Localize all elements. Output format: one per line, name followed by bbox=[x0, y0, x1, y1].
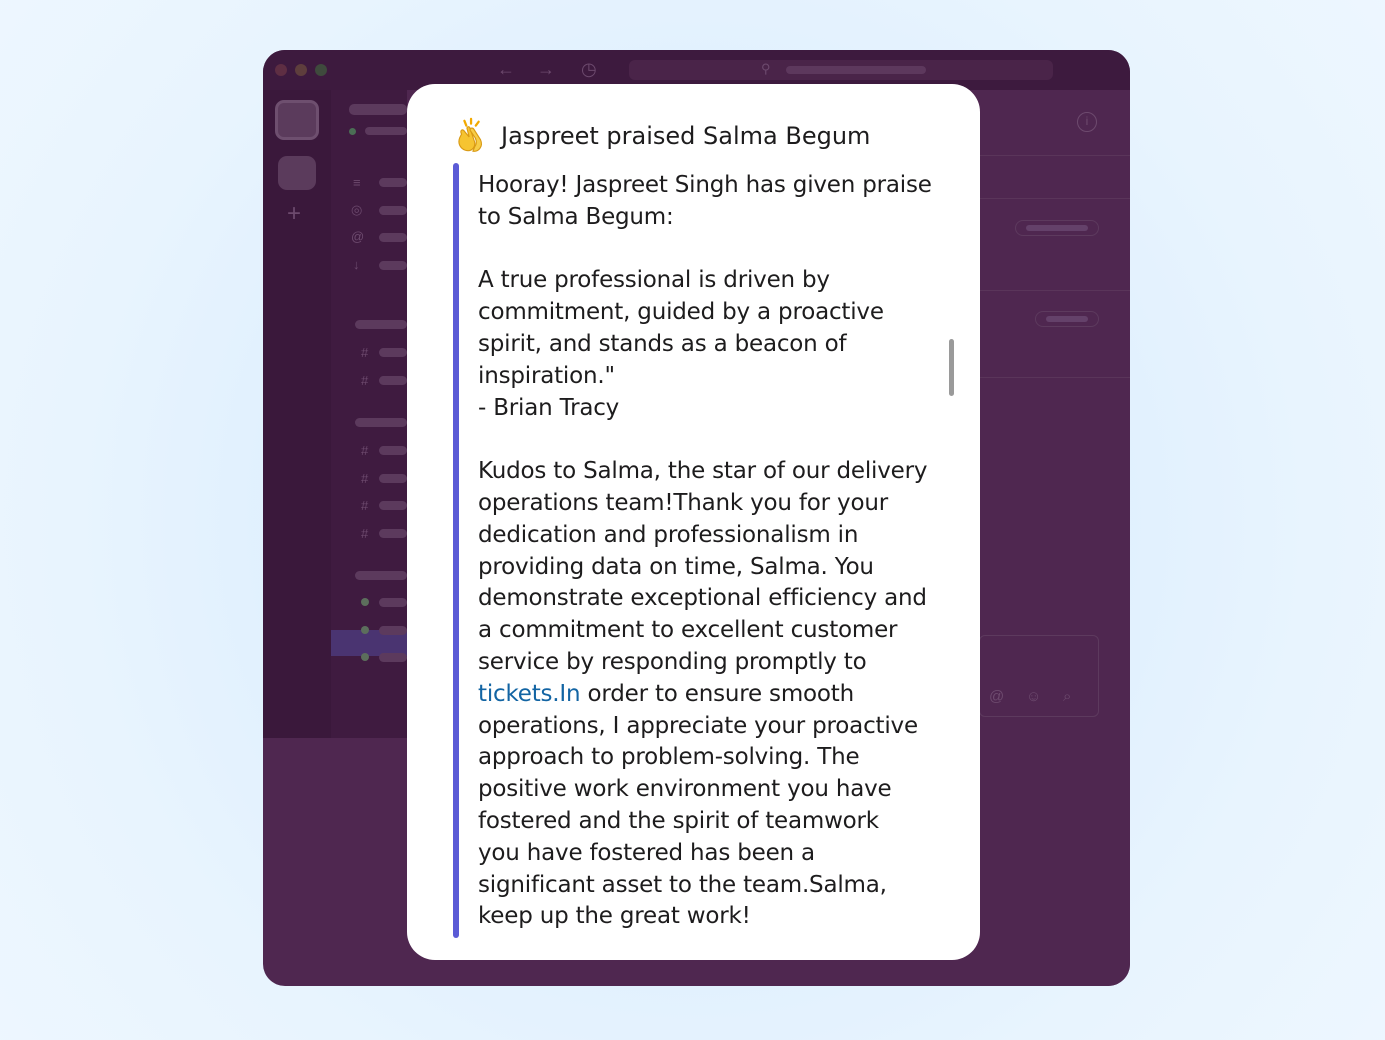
back-arrow-icon[interactable]: ← bbox=[497, 59, 515, 79]
sidebar bbox=[263, 90, 407, 738]
card-header bbox=[453, 116, 870, 156]
search-bar[interactable] bbox=[629, 60, 1053, 80]
add-workspace-icon[interactable]: + bbox=[287, 200, 302, 227]
sidebar-channel[interactable] bbox=[379, 501, 407, 510]
workspace-button-active[interactable] bbox=[275, 100, 319, 140]
quote-author: - Brian Tracy bbox=[478, 394, 620, 421]
channel-hash-icon: # bbox=[361, 498, 369, 513]
sidebar-channel[interactable] bbox=[379, 474, 407, 483]
emoji-icon[interactable]: ☺ bbox=[1026, 688, 1042, 705]
section-header[interactable] bbox=[355, 571, 407, 580]
dms-icon: ◎ bbox=[351, 202, 363, 217]
sidebar-item-threads[interactable] bbox=[379, 178, 407, 187]
quote-line: commitment, guided by a proactive bbox=[478, 299, 884, 326]
info-icon[interactable]: i bbox=[1077, 112, 1097, 132]
message-line: fostered and the spirit of teamwork bbox=[478, 807, 879, 834]
workspace-name bbox=[349, 104, 407, 115]
sidebar-item-more[interactable] bbox=[379, 261, 407, 270]
attachment-accent-bar bbox=[453, 163, 459, 938]
workspace-button[interactable] bbox=[278, 156, 316, 190]
attach-icon[interactable]: ⌕ bbox=[1063, 688, 1072, 705]
mention-icon[interactable]: @ bbox=[989, 688, 1005, 705]
close-window-button[interactable] bbox=[275, 64, 287, 76]
quote-line: inspiration." bbox=[478, 362, 615, 389]
section-header[interactable] bbox=[355, 320, 407, 329]
sidebar-item-mentions[interactable] bbox=[379, 233, 407, 242]
channel-hash-icon: # bbox=[361, 345, 369, 360]
message-line: Kudos to Salma, the star of our delivery bbox=[478, 458, 928, 485]
history-clock-icon[interactable]: ◷ bbox=[581, 59, 597, 79]
sidebar-channel[interactable] bbox=[379, 529, 407, 538]
message-placeholder bbox=[1035, 311, 1099, 327]
message-line: positive work environment you have bbox=[478, 776, 892, 803]
presence-dot-icon bbox=[361, 653, 369, 661]
section-header[interactable] bbox=[355, 418, 407, 427]
sidebar-channel[interactable] bbox=[379, 348, 407, 357]
sidebar-dm[interactable] bbox=[379, 653, 407, 662]
message-line: operations team!Thank you for your bbox=[478, 489, 888, 516]
praise-message-card bbox=[407, 84, 980, 960]
message-line: demonstrate exceptional efficiency and bbox=[478, 585, 927, 612]
scrollbar-thumb[interactable] bbox=[949, 339, 954, 396]
tickets-link[interactable]: tickets.In bbox=[478, 680, 581, 707]
intro-line: Hooray! Jaspreet Singh has given praise bbox=[478, 172, 932, 198]
user-status bbox=[365, 127, 407, 135]
channel-hash-icon: # bbox=[361, 443, 369, 458]
message-line: service by responding promptly to bbox=[478, 648, 867, 675]
search-icon: ⚲ bbox=[761, 61, 771, 76]
message-line: significant asset to the team.Salma, bbox=[478, 871, 887, 898]
message-line: approach to problem-solving. The bbox=[478, 744, 860, 771]
channel-hash-icon: # bbox=[361, 373, 369, 388]
workspace-rail bbox=[263, 90, 331, 738]
clapping-hands-icon bbox=[453, 117, 491, 155]
quote-line: spirit, and stands as a beacon of bbox=[478, 330, 847, 357]
more-icon: ↓ bbox=[353, 257, 360, 272]
divider bbox=[980, 290, 1130, 291]
sidebar-dm[interactable] bbox=[379, 626, 407, 635]
card-title: Jaspreet praised Salma Begum bbox=[501, 122, 871, 150]
presence-dot-icon bbox=[361, 626, 369, 634]
praise-message-body bbox=[478, 170, 944, 933]
intro-line: to Salma Begum: bbox=[478, 203, 674, 230]
divider bbox=[980, 377, 1130, 378]
message-line-with-link bbox=[478, 679, 944, 711]
divider bbox=[980, 155, 1130, 156]
presence-dot-icon bbox=[361, 598, 369, 606]
message-line: operations, I appreciate your proactive bbox=[478, 712, 918, 739]
message-line: dedication and professionalism in bbox=[478, 521, 859, 548]
message-line-rest: order to ensure smooth bbox=[580, 680, 854, 707]
threads-icon: ≡ bbox=[353, 175, 361, 190]
sidebar-item-dms[interactable] bbox=[379, 206, 407, 215]
message-line: keep up the great work! bbox=[478, 903, 751, 930]
message-line: a commitment to excellent customer bbox=[478, 617, 898, 644]
minimize-window-button[interactable] bbox=[295, 64, 307, 76]
channel-hash-icon: # bbox=[361, 471, 369, 486]
mentions-icon: @ bbox=[351, 229, 365, 244]
status-dot-icon bbox=[349, 128, 356, 135]
quote-line: A true professional is driven by bbox=[478, 267, 830, 294]
forward-arrow-icon[interactable]: → bbox=[537, 59, 555, 79]
channel-hash-icon: # bbox=[361, 526, 369, 541]
message-line: you have fostered has been a bbox=[478, 839, 815, 866]
sidebar-dm[interactable] bbox=[379, 598, 407, 607]
divider bbox=[980, 198, 1130, 199]
search-placeholder bbox=[786, 66, 926, 74]
message-placeholder bbox=[1015, 220, 1099, 236]
message-line: providing data on time, Salma. You bbox=[478, 553, 874, 580]
sidebar-channel[interactable] bbox=[379, 446, 407, 455]
maximize-window-button[interactable] bbox=[315, 64, 327, 76]
sidebar-channel[interactable] bbox=[379, 376, 407, 385]
